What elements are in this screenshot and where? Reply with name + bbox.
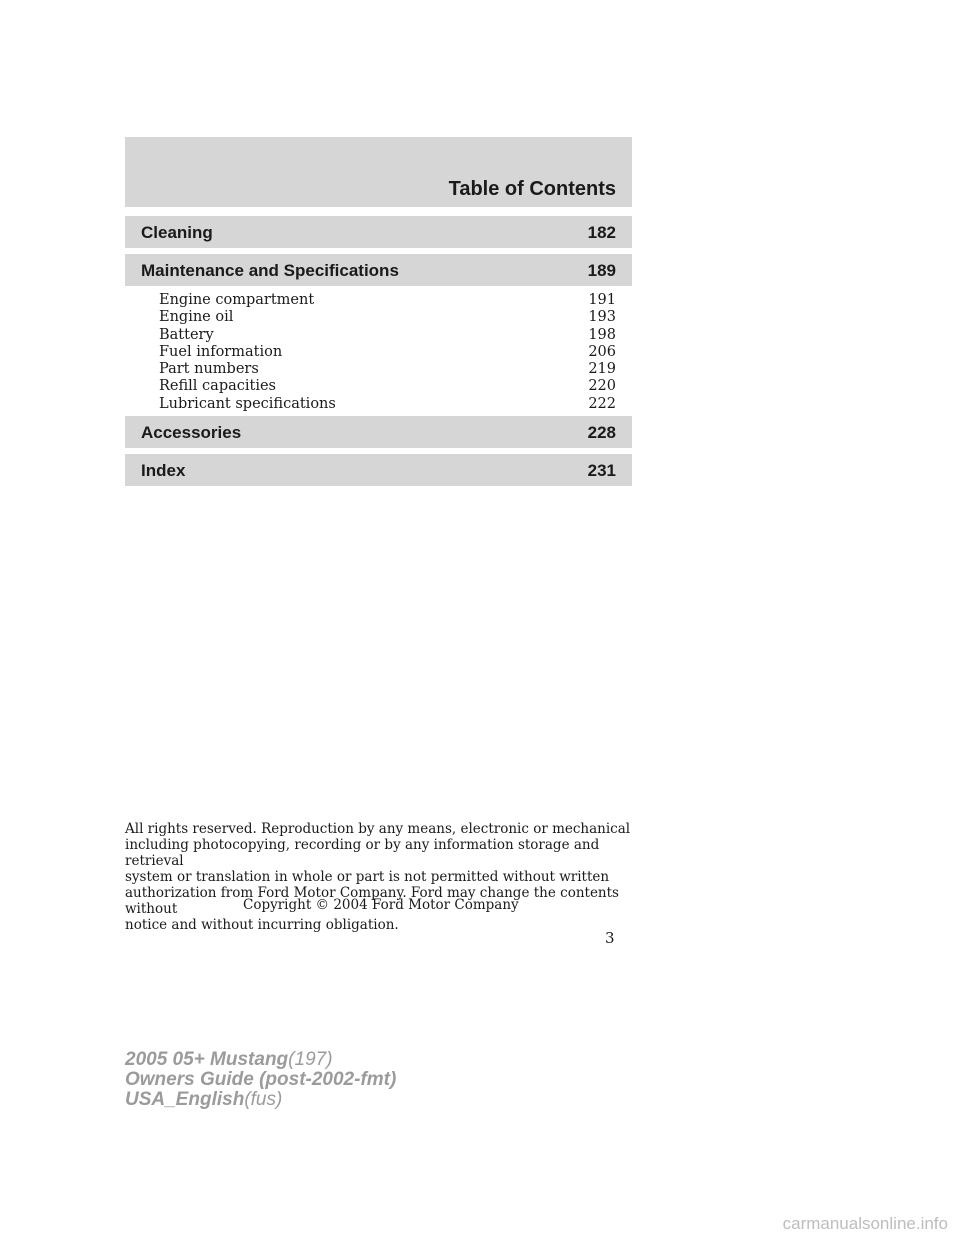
subentry-label: Battery: [159, 326, 214, 343]
rights-line: All rights reserved. Reproduction by any means, electronic or mechanical: [125, 821, 631, 837]
section-page: 182: [587, 223, 616, 242]
section-page: 231: [587, 461, 616, 480]
subentry-label: Engine oil: [159, 309, 234, 326]
page-title: Table of Contents: [448, 178, 616, 200]
section-label: Cleaning: [141, 223, 213, 242]
rights-line: authorization from Ford Motor Company. Ford may change the contents without: [125, 885, 619, 917]
toc-section-maintenance[interactable]: [125, 254, 632, 286]
subentry-page: 191: [588, 292, 616, 308]
subentry-label: Part numbers: [159, 361, 259, 378]
toc-subentry[interactable]: [159, 309, 616, 326]
subentry-label: Lubricant specifications: [159, 395, 336, 412]
subentry-list: [159, 292, 616, 413]
section-label: Maintenance and Specifications: [141, 261, 399, 280]
rights-notice: [125, 821, 645, 933]
toc-subentry[interactable]: [159, 327, 616, 344]
subentry-page: 222: [588, 395, 616, 412]
footer-line-2: [125, 1070, 396, 1090]
footer-model-code: (197): [288, 1049, 333, 1070]
rights-line: notice and without incurring obligation.: [125, 917, 399, 933]
page-number: 3: [605, 929, 615, 947]
watermark: carmanualsonline.info: [782, 1214, 948, 1233]
subentry-page: 219: [588, 361, 616, 378]
toc-section-index[interactable]: [125, 454, 632, 486]
toc-subentry[interactable]: [159, 292, 616, 309]
footer-line-3: [125, 1090, 396, 1110]
section-page: 228: [587, 423, 616, 442]
rights-line: system or translation in whole or part is not permitted without written: [125, 869, 610, 885]
copyright-notice: Copyright © 2004 Ford Motor Company: [243, 897, 519, 913]
subentry-label: Engine compartment: [159, 292, 315, 308]
subentry-page: 220: [588, 378, 616, 395]
subentry-label: Refill capacities: [159, 378, 276, 395]
toc-subentry[interactable]: [159, 396, 616, 413]
toc-subentry[interactable]: [159, 378, 616, 395]
section-label: Index: [141, 461, 186, 480]
toc-section-cleaning[interactable]: [125, 216, 632, 248]
footer-language: USA_English: [125, 1089, 245, 1110]
subentry-page: 193: [588, 309, 616, 326]
footer-model: 2005 05+ Mustang: [125, 1049, 289, 1070]
section-label: Accessories: [141, 423, 242, 442]
subentry-label: Fuel information: [159, 343, 283, 360]
header-band: [125, 137, 632, 207]
rights-line: including photocopying, recording or by any information storage and retrieval: [125, 837, 600, 869]
footer-guide: Owners Guide (post-2002-fmt): [125, 1069, 397, 1090]
toc-section-accessories[interactable]: [125, 416, 632, 448]
subentry-page: 198: [588, 326, 616, 343]
footer-line-1: [125, 1050, 396, 1070]
toc-subentry[interactable]: [159, 361, 616, 378]
section-page: 189: [587, 261, 616, 280]
subentry-page: 206: [588, 343, 616, 360]
toc-subentry[interactable]: [159, 344, 616, 361]
document-footer: [125, 1050, 396, 1110]
footer-language-code: (fus): [244, 1089, 283, 1110]
